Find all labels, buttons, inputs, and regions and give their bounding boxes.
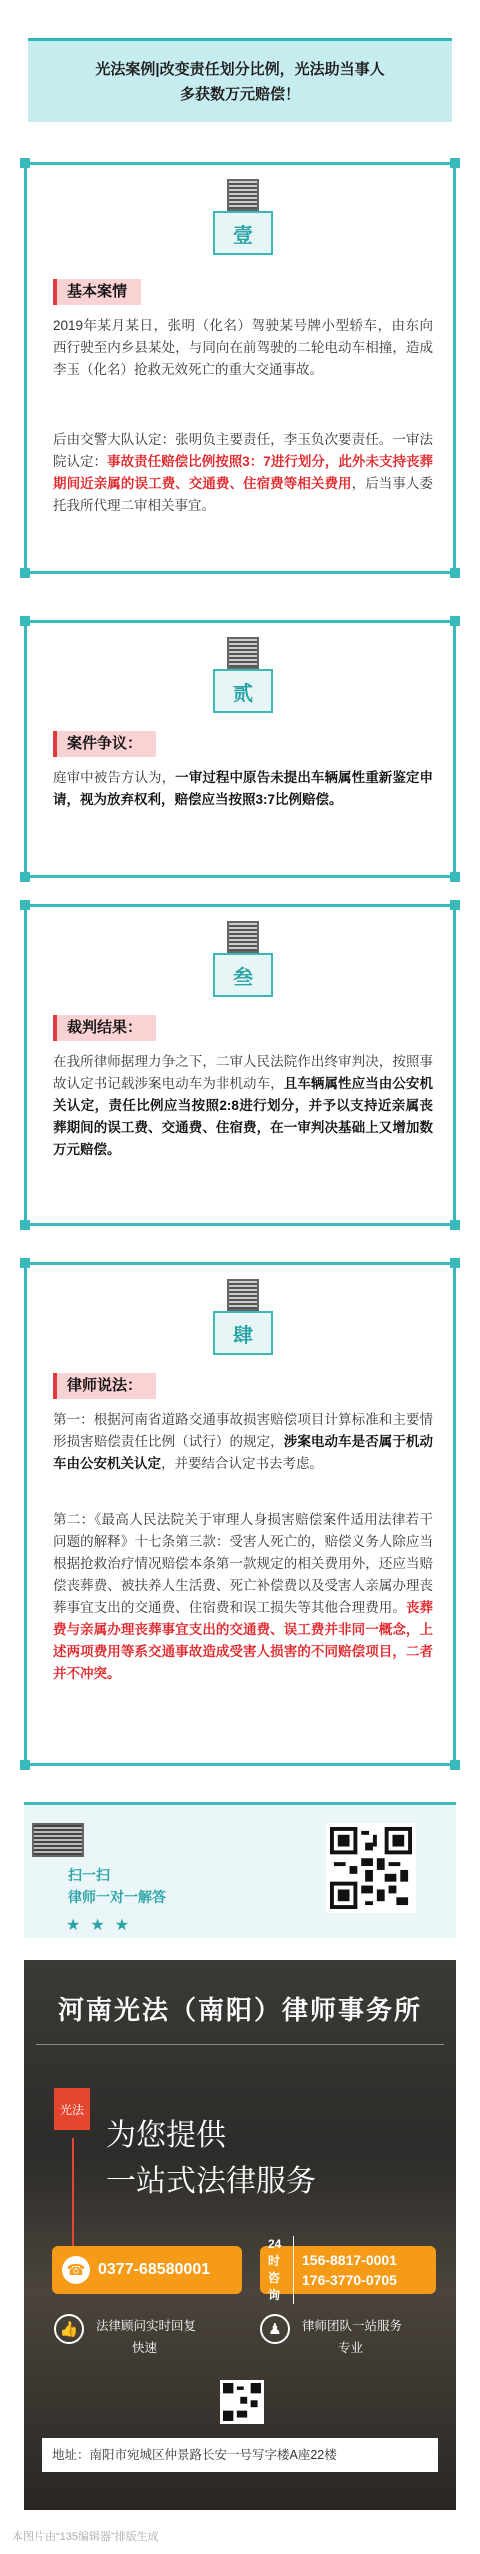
stamp-image [32, 1823, 84, 1857]
thumbs-up-icon: 👍 [54, 2314, 84, 2344]
section-number: 肆 [213, 1311, 273, 1355]
firm-logo-badge: 光法 [54, 2088, 90, 2130]
mobile-phones[interactable] [260, 2237, 436, 2302]
slogan-line-2: 一站式法律服务 [106, 2165, 316, 2198]
section-card-3 [24, 904, 456, 1226]
section-paragraph: 后由交警大队认定：张明负主要责任，李玉负次要责任。一审法院认定：事故责任赔偿比例按照3：7进行划分，此外未支持丧葬期间近亲属的误工费、交通费、住宿费等相关费用，后当事人委托我所代理二审相关事宜。 [53, 432, 434, 513]
section-paragraph: 第二：《最高人民法院关于审理人身损害赔偿案件适用法律若干问题的解释》十七条第三款：受害人死亡的，赔偿义务人除应当根据抢救治疗情况赔偿本条第一款规定的相关费用外，还应当赔偿丧葬费、被扶养人生活费、死亡补偿费以及受害人亲属办理丧葬事宜支出的交通费、住宿费和误工损失等其他合理费用。丧葬费与亲属办理丧葬事宜支出的交通费、误工费并非同一概念，上述两项费用等系交通事故造成受害人损害的不同赔偿项目，二者并不冲突。 [53, 1512, 434, 1681]
slogan-line-1: 为您提供 [106, 2119, 226, 2152]
qr-code-image[interactable] [326, 1823, 416, 1913]
firm-address: 地址：南阳市宛城区仲景路长安一号写字楼A座22楼 [42, 2438, 438, 2472]
stars-icon: ★★★ [66, 1917, 140, 1934]
section-paragraph: 2019年某月某日，张明（化名）驾驶某号牌小型轿车，由东向西行驶至内乡县某处，与同向在前驾驶的二轮电动车相撞，造成李玉（化名）抢救无效死亡的重大交通事故。 [53, 318, 433, 377]
section-card-4 [24, 1262, 456, 1766]
section-tag: 基本案情 [53, 279, 141, 305]
stamp-image [227, 637, 259, 669]
headline-banner [28, 38, 452, 122]
section-tag: 案件争议： [53, 731, 156, 757]
stamp-image [227, 921, 259, 953]
section-number: 叁 [213, 953, 273, 997]
section-card-2 [24, 620, 456, 878]
headline-line-1: 光法案例|改变责任划分比例，光法助当事人 [95, 60, 385, 78]
firm-name: 河南光法（南阳）律师事务所 [57, 1995, 422, 2025]
stamp-image [227, 179, 259, 211]
consult-label: 律师一对一解答 [68, 1889, 166, 1905]
stamp-image [227, 1279, 259, 1311]
section-number: 贰 [213, 669, 273, 713]
section-paragraph: 第一：根据河南省道路交通事故损害赔偿项目计算标准和主要情形损害赔偿责任比例（试行）的规定，涉案电动车是否属于机动车由公安机关认定，并要结合认定书去考虑。 [53, 1412, 434, 1471]
phone-icon: ☎ [62, 2256, 90, 2284]
editor-credit: 本图片由“135编辑器”排版生成 [12, 2531, 159, 2543]
mobile-number: 176-3770-0705 [302, 2272, 397, 2288]
scan-contact-card [24, 1802, 456, 1938]
section-tag: 律师说法： [53, 1373, 156, 1399]
section-card-1 [24, 162, 456, 574]
section-number: 壹 [213, 211, 273, 255]
qr-code-image[interactable] [220, 2380, 264, 2424]
section-tag: 裁判结果： [53, 1015, 156, 1041]
mobile-number: 156-8817-0001 [302, 2252, 397, 2268]
section-paragraph: 在我所律师据理力争之下，二审人民法院作出终审判决，按照事故认定书记载涉案电动车为非机动车，且车辆属性应当由公安机关认定，责任比例应当按照2:8进行划分，并予以支持近亲属丧葬期间的误工费、交通费、住宿费，在一审判决基础上又增加数万元赔偿。 [53, 1054, 434, 1157]
consult-hours-label: 24时咨询 [268, 2236, 294, 2304]
landline-phone[interactable]: ☎ 0377-68580001 [52, 2246, 242, 2294]
law-firm-poster: 河南光法（南阳）律师事务所 光法 为您提供 一站式法律服务 ☎ 0377-68580001 24时咨询 156-8817-0001 176-3770-0705 👍 法律顾问实时回复 快速 ♟ 律师团队一站服务 专业 地址：南阳市宛城区仲景路长安一号写字楼A座22楼 [24, 1960, 456, 2510]
headline-line-2: 多获数万元赔偿！ [179, 85, 300, 103]
person-icon: ♟ [260, 2314, 290, 2344]
section-paragraph: 庭审中被告方认为，一审过程中原告未提出车辆属性重新鉴定申请，视为放弃权利，赔偿应当按照3:7比例赔偿。 [53, 770, 434, 807]
scan-label: 扫一扫 [68, 1867, 110, 1883]
